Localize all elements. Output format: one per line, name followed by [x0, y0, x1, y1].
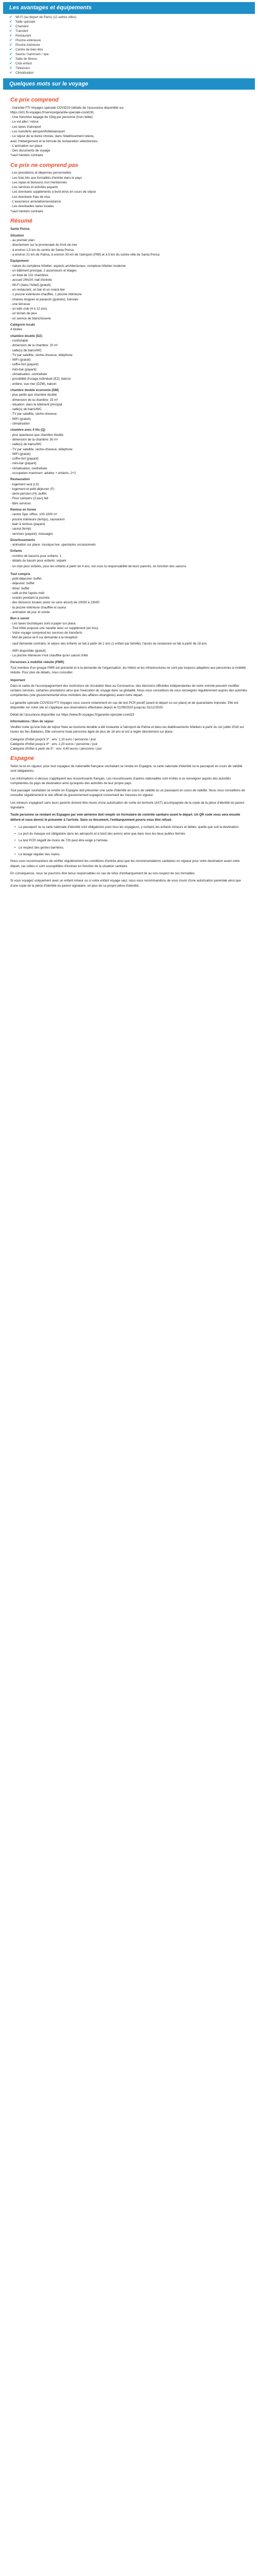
summary-block-label: Catégorie locale: [10, 323, 35, 327]
advantage-item: [9, 62, 249, 66]
summary-line: - bain à remous (payant): [10, 522, 45, 526]
summary-line: - au premier plan: [10, 239, 35, 243]
includes-line: *sauf mention contraire: [10, 154, 43, 158]
summary-line: - possibilité d'usage individuel (EZ), balcon: [10, 377, 71, 381]
summary-line: - salle(s) de bains/WC: [10, 348, 42, 352]
summary-block-label: Remise en forme: [10, 508, 36, 512]
summary-block-label: Divertissements: [10, 538, 35, 542]
summary-line: - salle(s) de bains/WC: [10, 443, 42, 447]
advantage-item: [9, 25, 249, 29]
espagne-highlight: Toute personne se rendant en Espagne par voie aérienne doit remplir un formulaire de contrôle sanitaire avant le départ. Un QR code vous sera ensuite délivré et vous devrez le présenter à l'arrivée. Sans ce document, l'embarquement pourra vous être refusé.: [10, 813, 240, 822]
check-icon: ✔: [9, 52, 12, 56]
excludes-line: - L'assurance annulation/assistance: [10, 200, 61, 204]
summary-line: Tout membre d'un groupe PMR est présenté et à la demande de l'organisation, les hôtels et les infrastructures ne sont pas toujours adaptées aux personnes à mobilité réduite. Pour plus de détails, nous consulter.: [10, 666, 246, 675]
summary-line: - La piscine intérieure n'est chauffée qu'en saison d'été: [10, 654, 88, 658]
espagne-closing: Nous vous recommandons de vérifier régulièrement les conditions d'entrée ainsi que les recommandations sanitaires en vigueur pour votre destination avant votre départ, car celles-ci sont susceptibles d'évoluer en fonction de la situation sanitaire.: [10, 859, 240, 868]
summary-block-label: chambre double économie (DM): [10, 388, 59, 392]
summary-line: - Les taxes touristiques sont à payer sur place.: [10, 621, 76, 625]
summary-block-label: Restauration: [10, 478, 30, 482]
advantage-item: [9, 48, 249, 53]
advantage-item: [9, 29, 249, 34]
summary-line: - la piscine intérieure chauffée et sauna: [10, 605, 66, 609]
summary-line: - Tout hôtel propose une navette avec un supplément (en bus): [10, 626, 99, 630]
summary-line: - services (payant): massages: [10, 532, 53, 536]
bullet-icon: •: [14, 853, 16, 857]
advantages-header: Les avantages et équipements: [3, 2, 255, 14]
excludes-line: - Les prestations et dépenses personnelles: [10, 171, 71, 175]
excludes-title: Ce prix ne comprend pas: [10, 162, 78, 168]
excludes-line: - Les éventuels suppléments à bord et/ou en cours de séjour: [10, 190, 96, 194]
includes-line: - Des documents de voyage: [10, 149, 51, 153]
summary-line: - snacks pendant la journée: [10, 596, 50, 600]
summary-line: - mini-bar (payant): [10, 367, 37, 371]
summary-line: - TV par satellite, sèche-cheveux: [10, 412, 57, 416]
advantage-label: Piscine intérieure: [15, 43, 40, 47]
advantage-label: Club enfant: [15, 62, 32, 66]
summary-line: - un bâtiment principal, 2 ascenseurs et étages: [10, 268, 77, 273]
espagne-bullet: [14, 832, 248, 836]
bullet-icon: •: [14, 839, 16, 843]
summary-line: - piscine intérieure (temps), saunarium: [10, 517, 65, 521]
espagne-bullet: [14, 852, 248, 857]
bullet-icon: •: [14, 825, 16, 829]
summary-line: - à environ 21 km de Palma, à environ 30 km de l'aéroport (PMI) et à 5 km du centre-ville de Santa Ponsa: [10, 252, 160, 257]
espagne-paragraph: Les informations ci-dessus s'appliquent aux ressortissants français. Les ressortissants d'autres nationalités sont invités à se renseigner auprès des autorités compétentes du pays de destination ainsi qu'auprès des autorités de leur propre pays.: [10, 776, 231, 785]
summary-block-label: chambre double (DZ): [10, 334, 42, 338]
summary-line: - Mot de passe wi-fi sur demande à la réception: [10, 636, 78, 640]
summary-line: - TV par satellite, sèche-cheveux, téléphone: [10, 353, 73, 357]
espagne-bullet-text: Le passeport ou la carte nationale d'identité sont obligatoires pour tous les voyageurs, y compris les enfants mineurs et bébés, quelle que soit la destination.: [19, 825, 239, 829]
advantage-item: [9, 53, 249, 57]
summary-line: - climatisation: [10, 422, 30, 426]
espagne-bullet-text: Le respect des gestes barrières.: [19, 845, 64, 850]
summary-line: - animation sur place: musique live, spectacles occasionnels: [10, 543, 96, 547]
summary-line: - WiFi (gratuit): [10, 358, 31, 362]
includes-list: [10, 106, 248, 158]
summary-line: - logement et petit-déjeuner (F): [10, 487, 55, 491]
advantage-item: [9, 57, 249, 62]
summary-block-label: Situation: [10, 233, 24, 238]
espagne-bullet-text: Le port du masque est obligatoire dans les aéroports et à bord des avions ainsi que dans tous les lieux publics fermés.: [19, 832, 186, 836]
summary-line: - libre services: [10, 501, 31, 505]
advantage-label: Sauna / hammam / spa: [15, 53, 49, 57]
espagne-closing: En conséquence, nous ne pourrons être tenus responsables en cas de refus d'embarquement lié au non-respect de ces formalités.: [10, 871, 196, 875]
summary-line: - dimension de la chambre: 15 m²: [10, 398, 58, 402]
summary-line: - 1 piscine extérieure chauffée, 1 piscine intérieure: [10, 293, 82, 297]
summary-line: Catégorie d'hôtel jusqu'à 3* : env. 1,10 euro / personne / jour: [10, 737, 96, 741]
summary-line: 4 étoiles: [10, 328, 23, 332]
summary-block-label: Equipement: [10, 259, 29, 263]
summary-line: - confortable: [10, 338, 28, 343]
summary-line: - climatisation, centralisée: [10, 372, 47, 377]
check-icon: ✔: [9, 57, 12, 61]
summary-line: - nature du complexe hôtelier: aspects architecturaux, complexe hôtelier moderne: [10, 264, 126, 268]
espagne-paragraph: Tout passager souhaitant se rendre en Espagne doit présenter une carte d'identité en cours de validité ou un passeport en cours de validité. Nous vous conseillons de consulter régulièrement le site officiel du gouvernement espagnol concernant les mesures en vigueur.: [10, 789, 245, 798]
advantages-list: [3, 14, 255, 78]
check-icon: ✔: [9, 38, 12, 42]
summary-line: - petit-déjeuner: buffet: [10, 577, 42, 581]
summary-line: - WiFi disponible (gratuit): [10, 649, 46, 653]
check-icon: ✔: [9, 24, 12, 28]
summary-block-label: Personnes à mobilité réduite (PMR): [10, 660, 64, 664]
advantage-label: Centre de bien-être: [15, 48, 43, 52]
advantage-item: [9, 34, 249, 39]
advantage-label: Wi-Fi (au départ de Paris) (12 autres villes): [15, 15, 76, 20]
summary-line: - un total de 131 chambres: [10, 274, 49, 278]
summary-line: - chaises longues et parasols (gratuits), transats: [10, 297, 78, 301]
espagne-section: [10, 764, 248, 888]
summary-block-label: Important: [10, 678, 25, 682]
summary-line: - coffre-fort (payant): [10, 457, 39, 461]
excludes-line: - Les éventuels frais de visa: [10, 195, 50, 199]
check-icon: ✔: [9, 43, 12, 47]
content: [3, 90, 255, 888]
summary-line: - une terrasse: [10, 302, 30, 306]
includes-line: - Le séjour de la durée choisie, dans l'établissement retenu,: [10, 134, 95, 139]
includes-title: Ce prix comprend: [10, 97, 59, 103]
check-icon: ✔: [9, 71, 12, 75]
summary-line: - animation de jour et soirée: [10, 611, 50, 614]
summary-line: - plus spacieuse que chambre double: [10, 433, 63, 437]
summary-line: Catégorie d'hôtel jusqu'à 4* : env. 2,20 euros / personne / jour: [10, 742, 98, 746]
bullet-icon: •: [14, 832, 16, 836]
check-icon: ✔: [9, 33, 12, 38]
summary-line: - des boissons locales (avec ou sans alcool) de 10h00 à 23h00: [10, 601, 100, 605]
summary-line: - détails du bassin pour enfants: séparé: [10, 559, 67, 563]
advantage-label: Chambre: [15, 25, 29, 29]
espagne-closing: Si vous voyagez uniquement avec un enfant mineur ou si votre enfant voyage seul, nous vous recommandons de vous munir d'une autorisation parentale ainsi que d'une copie de la pièce d'identité du parent signataire, en plus de sa propre pièce d'identité.: [10, 879, 241, 888]
summary-line: Veuillez noter qu'une liste de séjour fixée au tourisme durable a été instaurée à l'aéroport de Palma et dans les établissements hôteliers à partir du 1er juillet 2016 sur toutes les îles Baléares. Elle concerne toute personne âgée de plus de 16 ans et est à régler directement sur place.: [10, 725, 244, 734]
summary-line: - un service de blanchisserie: [10, 316, 51, 320]
advantage-item: [9, 20, 249, 25]
summary-line: - WiFi (gratuit): [10, 452, 31, 456]
summary-line: Dans le cadre de l'accompagnement des restrictions de circulation liées au Coronavirus, des décisions officielles indépendantes de notre volonté peuvent modifier certains services, certaines prestations ainsi que l'exécution du voyage dans sa globalité. Nous vous conseillons de vous renseigner régulièrement auprès des autorités compétentes (site gouvernemental et/ou ministère des affaires étrangères) avant votre départ.: [10, 684, 247, 698]
advantage-label: Climatisation: [15, 71, 34, 75]
advantage-label: Transfert: [15, 29, 28, 33]
summary-line: - dîner: buffet: [10, 586, 29, 590]
check-icon: ✔: [9, 29, 12, 33]
summary-block-label: Bon à savoir: [10, 617, 30, 621]
excludes-line: *sauf mention contraire: [10, 209, 43, 213]
espagne-title: Espagne: [10, 755, 34, 762]
advantage-item: [9, 15, 249, 20]
summary-line: - situation: dans le bâtiment principal: [10, 402, 62, 406]
advantage-label: Restaurant: [15, 34, 31, 38]
summary-line: - logement seul (LS): [10, 482, 39, 486]
includes-line: - Les transferts aéroport/hôtel/aéroport: [10, 129, 65, 133]
excludes-list: [10, 171, 248, 214]
includes-line: avec l'hébergement et la formule de restauration sélectionnés.: [10, 139, 99, 143]
summary-line: - un terrain de jeux: [10, 312, 37, 316]
summary-line: - plus petite que chambre double: [10, 393, 57, 397]
summary-line: - un kids club (4 à 12 ans): [10, 307, 47, 311]
summary-line: - demi-pension (H), buffet: [10, 492, 47, 496]
summary-line: - salle(s) de bains/WC: [10, 408, 42, 412]
advantage-item: [9, 43, 249, 48]
summary-line: - sauf demande contraire, le séjour des enfants se fait à partir de 2 ans (1 enfant par famille), l'accès au restaurant se fait à partir de 18 ans: [10, 641, 207, 646]
includes-line: https://s01.fti-voyages.fr/service/garantie-speciale-covid19): [10, 110, 94, 114]
summary-line: - TV par satellite, sèche-cheveux, téléphone: [10, 447, 73, 451]
summary-line: - climatisation, centralisée: [10, 466, 47, 470]
check-icon: ✔: [9, 47, 12, 52]
includes-line: - Garantie FTI Voyages spéciale COVID19 (détails de l'assurance disponible sur: [10, 106, 124, 110]
advantage-item: [9, 71, 249, 76]
summary-line: - dimension de la chambre: 30 m²: [10, 437, 58, 442]
check-icon: ✔: [9, 15, 12, 19]
summary-line: - occupation maximum: adultes + enfants, 2+2: [10, 471, 76, 475]
excludes-line: - Les repas et boissons non mentionnés: [10, 180, 67, 184]
summary-line: - dimension de la chambre: 20 m²: [10, 344, 58, 348]
advantage-label: Piscine extérieure: [15, 39, 41, 43]
summary-line: - WiFi (gratuit): [10, 417, 31, 421]
hotel-name: Santa Ponsa: [10, 227, 30, 231]
check-icon: ✔: [9, 61, 12, 65]
summary-line: Détail de l'assurance disponible sur https://www.fti-voyages.fr/garantie-speciale-covid19: [10, 713, 134, 717]
summary-line: - Wi-Fi (dans l'hôtel) (gratuit): [10, 283, 51, 287]
summary-line: - café et thé l'après-midi: [10, 591, 44, 595]
summary-line: - un restaurant, un bar et un snack-bar: [10, 288, 65, 292]
espagne-bullet: [14, 845, 248, 850]
summary-line: - nombre de bassins pour enfants: 1: [10, 554, 62, 558]
summary-block-label: chambre avec 4 lits (Q): [10, 428, 45, 432]
espagne-bullet-text: Le test PCR négatif de moins de 72h peut être exigé à l'arrivée.: [19, 839, 108, 843]
excludes-line: - Les éventuelles taxes locales: [10, 205, 54, 209]
summary-line: - centre Spa: offres: 100-1000 m²: [10, 513, 58, 517]
summary-line: - à environ 1,5 km du centre de Santa Ponsa: [10, 248, 74, 252]
summary-block-label: Tout compris: [10, 572, 30, 576]
summary-line: - entière, vue mer (DZM), balcon: [10, 382, 57, 386]
includes-line: - Les taxes d'aéroport: [10, 125, 41, 129]
advantage-item: [9, 39, 249, 43]
summary-line: Catégorie d'hôtel à partir de 5* : env. 4,40 euros / personne / jour: [10, 747, 102, 751]
summary-line: La garantie spéciale COVID19 FTI Voyages vous couvre notamment en cas de test PCR positif (avant le départ ou sur place) et de quarantaine imposée. Elle est disponible sur notre site et s'applique aux réservations effectuées depuis le 01/09/2020 jusqu'au 31/12/2020.: [10, 701, 238, 710]
advantage-label: Salle de fitness: [15, 57, 37, 61]
summary-line: - sauna (temp): [10, 527, 31, 531]
quick-section-header: Quelques mots sur le voyage: [3, 78, 255, 90]
summary-line: - mini-bar (payant): [10, 462, 37, 466]
summary-line: - un club pour enfants, pour les enfants à partir de 4 ans, est sous la responsabilité de leurs parents, en fonction des saisons: [10, 565, 186, 569]
summary-block-label: Enfants: [10, 549, 22, 553]
summary-title: Résumé: [10, 217, 33, 224]
summary-line: - déjeuner: buffet: [10, 582, 35, 586]
excludes-line: - Les services et activités payants: [10, 185, 58, 190]
summary-line: - directement sur la promenade du front de mer: [10, 243, 77, 247]
espagne-bullet-text: Le lavage régulier des mains.: [19, 853, 60, 857]
page: [0, 2, 258, 903]
includes-line: - L'animation sur place: [10, 144, 43, 148]
espagne-bullet: [14, 838, 248, 843]
summary-line: - coffre-fort (payant): [10, 363, 39, 367]
advantage-label: Salle spéciale: [15, 20, 36, 24]
summary-block-label: Informations / Bon de séjour: [10, 719, 54, 723]
summary-line: - Pour campers (3 jour) fait: [10, 497, 49, 501]
advantage-label: Télévision: [15, 66, 30, 71]
advantage-item: [9, 66, 249, 71]
check-icon: ✔: [9, 20, 12, 24]
includes-line: - Le vol aller / retour: [10, 120, 39, 124]
excludes-line: - Les frais liés aux formalités d'entrée dans le pays: [10, 176, 82, 180]
espagne-bullet: [14, 825, 248, 829]
espagne-paragraph: Selon la loi en vigueur, pour tout voyageur de nationalité française souhaitant se rendre en Espagne, la carte nationale d'identité ou le passeport en cours de validité sont obligatoires.: [10, 764, 243, 773]
bullet-icon: •: [14, 845, 16, 850]
espagne-paragraph: Les mineurs voyageant sans leurs parents doivent être munis d'une autorisation de sortie du territoire (AST) accompagnée de la copie de la pièce d'identité du parent signataire.: [10, 801, 245, 809]
summary-line: - accueil 24h/24, hall d'entrée: [10, 278, 52, 282]
summary-line: - Votre voyage comprend les services de transferts: [10, 631, 83, 635]
check-icon: ✔: [9, 66, 12, 70]
summary-blocks: [10, 233, 248, 752]
includes-line: - Une franchise bagage de 15kg par personne (hors bébé): [10, 115, 93, 120]
